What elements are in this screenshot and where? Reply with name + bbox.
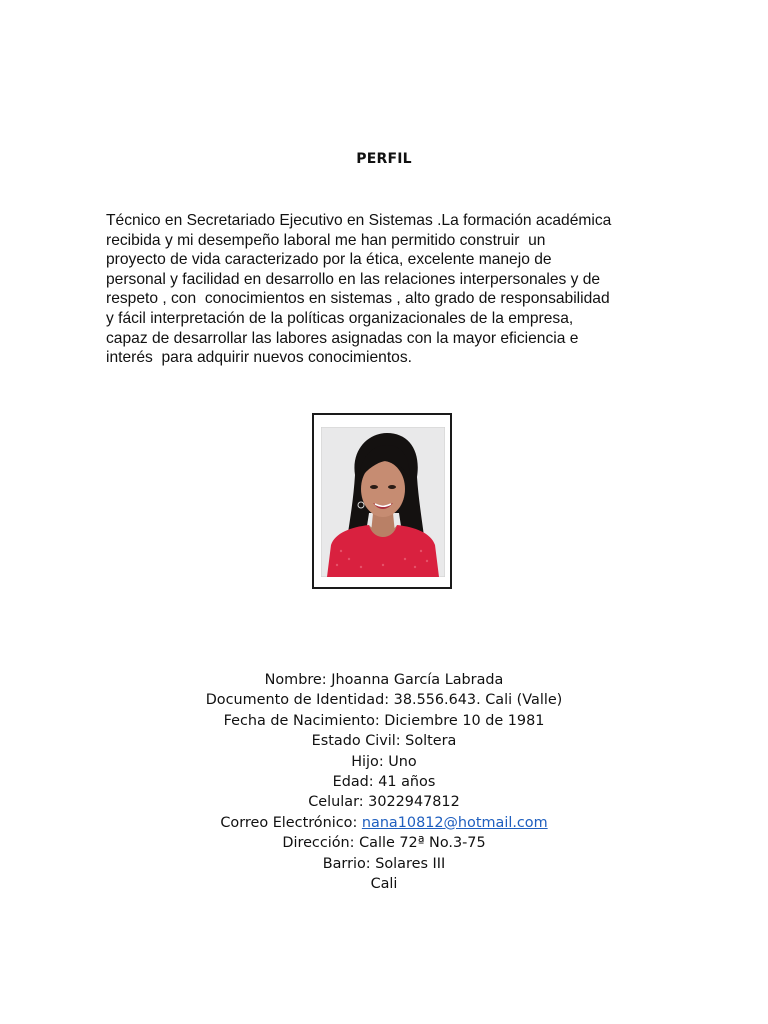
email-link[interactable]: nana10812@hotmail.com (361, 814, 548, 831)
detail-birth-date: Fecha de Nacimiento: Diciembre 10 de 1981 (223, 712, 545, 729)
summary-line: personal y facilidad en desarrollo en las relaciones interpersonales y de (106, 270, 601, 288)
profile-photo (321, 427, 445, 577)
page-title: PERFIL (356, 151, 412, 167)
personal-details (0, 670, 768, 894)
detail-email-row (0, 813, 768, 833)
detail-name: Nombre: Jhoanna García Labrada (264, 672, 504, 688)
summary-line: capaz de desarrollar las labores asignadas con la mayor eficiencia e (106, 329, 579, 347)
detail-children: Hijo: Uno (351, 753, 417, 770)
profile-summary (106, 211, 681, 368)
detail-city: Cali (370, 876, 398, 893)
detail-phone: Celular: 3022947812 (308, 794, 460, 811)
summary-line: proyecto de vida caracterizado por la ética, excelente manejo de (106, 251, 552, 269)
detail-email-label: Correo Electrónico: (220, 814, 362, 831)
detail-id-document: Documento de Identidad: 38.556.643. Cali (Valle) (205, 692, 563, 709)
summary-line: Técnico en Secretariado Ejecutivo en Sistemas .La formación académica (106, 212, 612, 229)
profile-photo-frame (312, 413, 452, 589)
summary-line: interés para adquirir nuevos conocimientos. (106, 349, 412, 367)
summary-line: recibida y mi desempeño laboral me han permitido construir un (106, 231, 546, 249)
detail-address: Dirección: Calle 72ª No.3-75 (282, 835, 486, 852)
detail-neighborhood: Barrio: Solares III (322, 855, 446, 872)
summary-line: y fácil interpretación de la políticas organizacionales de la empresa, (106, 309, 574, 327)
detail-civil-status: Estado Civil: Soltera (311, 733, 457, 750)
summary-line: respeto , con conocimientos en sistemas , alto grado de responsabilidad (106, 290, 610, 308)
detail-age: Edad: 41 años (332, 774, 436, 791)
